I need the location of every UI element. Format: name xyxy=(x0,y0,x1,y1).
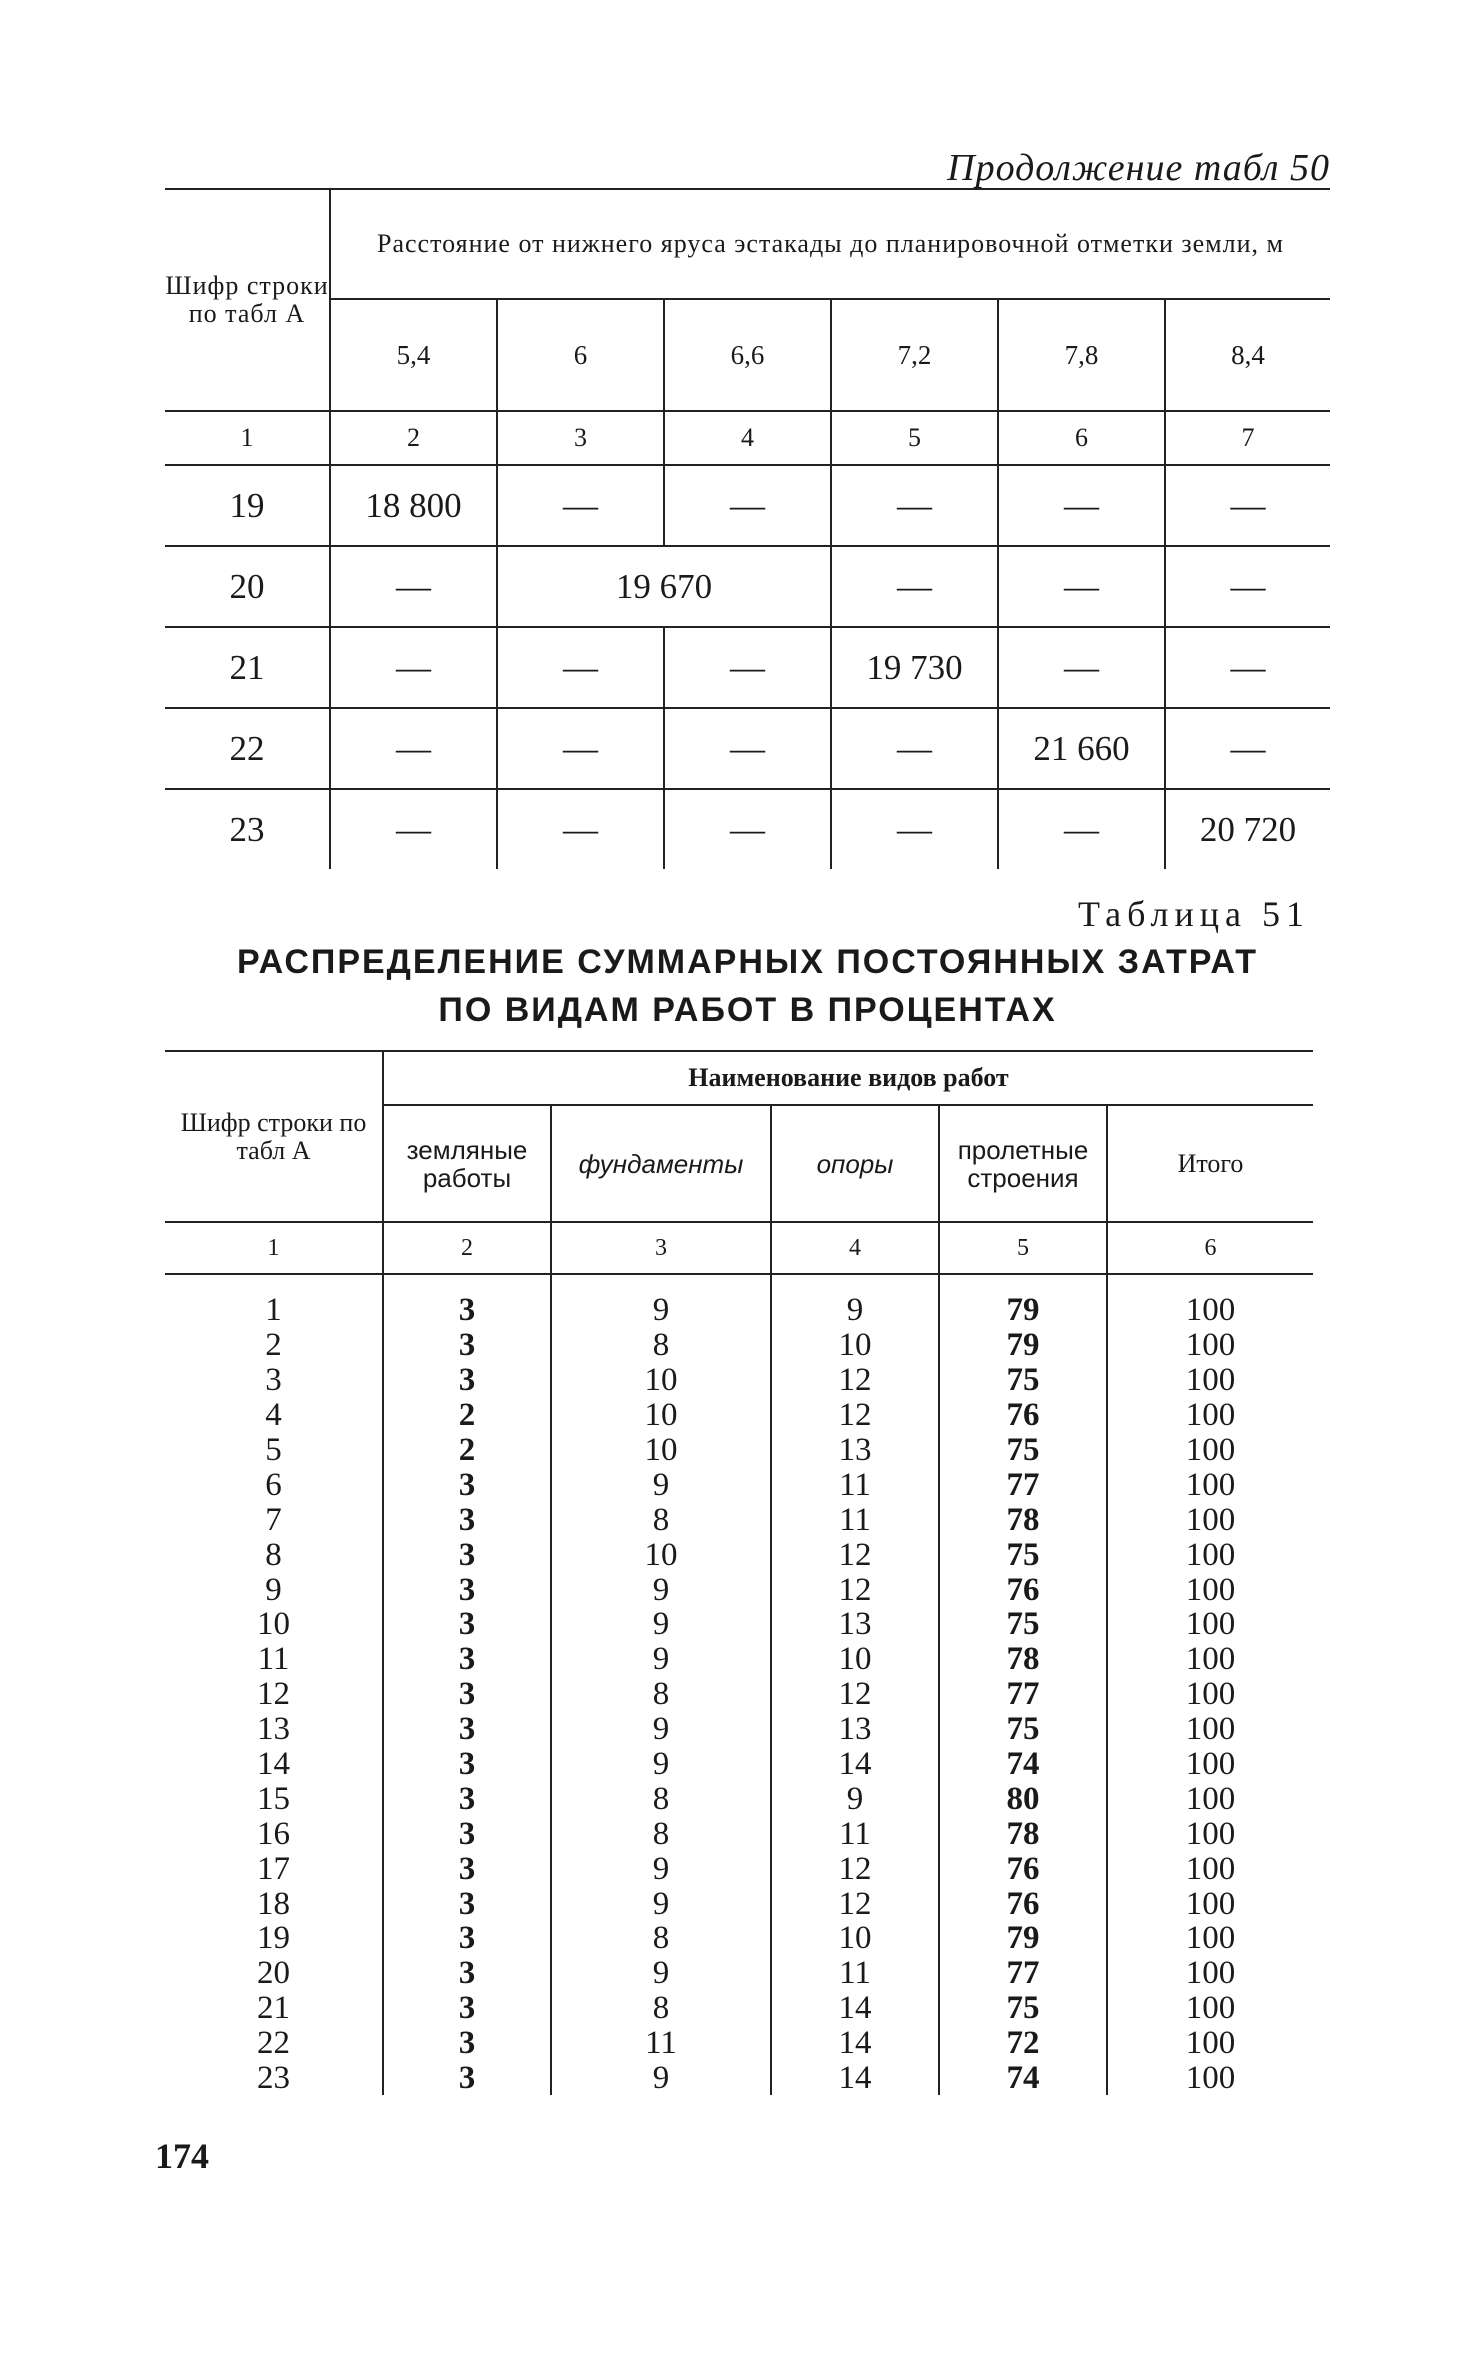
cell: 100 xyxy=(1107,1363,1313,1398)
row-code: 21 xyxy=(229,647,265,687)
cell: 3 xyxy=(383,1991,551,2026)
cell: 11 xyxy=(551,2026,771,2061)
cell: 77 xyxy=(939,1677,1107,1712)
cell: 100 xyxy=(1107,1537,1313,1572)
cell: 100 xyxy=(1107,1956,1313,1991)
cell: 3 xyxy=(383,1851,551,1886)
cell: 100 xyxy=(1107,1572,1313,1607)
row-code: 22 xyxy=(229,728,265,768)
cell: 21 660 xyxy=(998,708,1165,789)
cell: 14 xyxy=(771,2061,939,2096)
cell: — xyxy=(664,465,831,546)
cell: 11 xyxy=(771,1502,939,1537)
column-number: 2 xyxy=(383,1222,551,1274)
cell: 74 xyxy=(939,1747,1107,1782)
table-row xyxy=(165,1607,1313,1642)
table-row xyxy=(165,1747,1313,1782)
cell: — xyxy=(497,627,664,708)
cell: — xyxy=(831,465,998,546)
table-row xyxy=(165,1816,1313,1851)
cell: 9 xyxy=(551,1572,771,1607)
cell: — xyxy=(497,789,664,869)
cell: 3 xyxy=(383,1921,551,1956)
cell: 8 xyxy=(551,1816,771,1851)
work-types-group-header: Наименование видов работ xyxy=(383,1051,1313,1105)
cell: 100 xyxy=(1107,2061,1313,2096)
cell: 10 xyxy=(771,1921,939,1956)
cell: — xyxy=(330,789,497,869)
column-number: 5 xyxy=(831,411,998,465)
cell: 10 xyxy=(551,1433,771,1468)
column-number: 5 xyxy=(939,1222,1107,1274)
cell: 12 xyxy=(771,1886,939,1921)
cell: 3 xyxy=(383,1816,551,1851)
cell: 100 xyxy=(1107,1642,1313,1677)
row-code: 10 xyxy=(257,1606,290,1643)
cell: 79 xyxy=(939,1293,1107,1328)
column-header: пролетные строения xyxy=(939,1105,1107,1222)
row-code: 19 xyxy=(257,1920,290,1957)
cell: 12 xyxy=(771,1398,939,1433)
cell: 19 730 xyxy=(831,627,998,708)
table-51-heading xyxy=(165,938,1330,1034)
cell: 12 xyxy=(771,1363,939,1398)
column-header: 6,6 xyxy=(664,299,831,411)
cell: 9 xyxy=(551,1956,771,1991)
cell: 3 xyxy=(383,1642,551,1677)
cell: 11 xyxy=(771,1467,939,1502)
row-code: 15 xyxy=(257,1780,290,1817)
cell: — xyxy=(330,627,497,708)
cell: 3 xyxy=(383,1781,551,1816)
cell: 76 xyxy=(939,1851,1107,1886)
cell: 100 xyxy=(1107,1921,1313,1956)
cell: 2 xyxy=(383,1433,551,1468)
cell: 18 800 xyxy=(330,465,497,546)
column-number: 4 xyxy=(664,411,831,465)
cell: — xyxy=(1165,546,1330,627)
cell: — xyxy=(998,546,1165,627)
cell: 8 xyxy=(551,1781,771,1816)
column-header: фундаменты xyxy=(551,1105,771,1222)
cell: 3 xyxy=(383,1467,551,1502)
row-code: 16 xyxy=(257,1815,290,1852)
cell: 100 xyxy=(1107,1677,1313,1712)
cell: 3 xyxy=(383,1956,551,1991)
cell: 3 xyxy=(383,1572,551,1607)
cell: 10 xyxy=(771,1328,939,1363)
cell: — xyxy=(1165,708,1330,789)
column-header: 7,8 xyxy=(998,299,1165,411)
cell: — xyxy=(330,546,497,627)
cell: 8 xyxy=(551,1328,771,1363)
column-number: 6 xyxy=(1107,1222,1313,1274)
cell: 77 xyxy=(939,1467,1107,1502)
row-code: 9 xyxy=(265,1571,282,1608)
cell: 100 xyxy=(1107,1991,1313,2026)
cell: 20 720 xyxy=(1165,789,1330,869)
cell: 12 xyxy=(771,1537,939,1572)
table-row xyxy=(165,1293,1313,1328)
cell: 13 xyxy=(771,1712,939,1747)
table-row xyxy=(165,789,1330,869)
cell: 9 xyxy=(551,1607,771,1642)
table-50-continuation xyxy=(165,188,1330,869)
cell: 12 xyxy=(771,1677,939,1712)
table-row xyxy=(165,1572,1313,1607)
table-row xyxy=(165,1956,1313,1991)
row-code: 4 xyxy=(265,1397,282,1434)
cell: 14 xyxy=(771,1991,939,2026)
table-header-row xyxy=(165,1051,1313,1105)
column-number: 3 xyxy=(497,411,664,465)
column-header: 5,4 xyxy=(330,299,497,411)
cell: 14 xyxy=(771,2026,939,2061)
row-code: 8 xyxy=(265,1536,282,1573)
column-header: земляные работы xyxy=(383,1105,551,1222)
row-code: 11 xyxy=(257,1641,290,1678)
row-code: 20 xyxy=(257,1955,290,1992)
cell: 100 xyxy=(1107,1293,1313,1328)
cell: — xyxy=(664,708,831,789)
cell: 100 xyxy=(1107,1851,1313,1886)
row-code: 5 xyxy=(265,1432,282,1468)
cell: 3 xyxy=(383,1293,551,1328)
cell: — xyxy=(831,708,998,789)
table-row xyxy=(165,1851,1313,1886)
table-row xyxy=(165,1781,1313,1816)
column-number: 2 xyxy=(330,411,497,465)
cell: 75 xyxy=(939,1537,1107,1572)
column-number: 7 xyxy=(1165,411,1330,465)
table-row xyxy=(165,1677,1313,1712)
column-number: 6 xyxy=(998,411,1165,465)
column-number: 1 xyxy=(267,1234,280,1261)
cell: 9 xyxy=(771,1293,939,1328)
cell: 13 xyxy=(771,1607,939,1642)
cell: 75 xyxy=(939,1363,1107,1398)
cell: 3 xyxy=(383,1712,551,1747)
cell: — xyxy=(497,465,664,546)
cell: — xyxy=(998,789,1165,869)
table-row xyxy=(165,546,1330,627)
cell: 9 xyxy=(551,1747,771,1782)
cell: 9 xyxy=(551,1886,771,1921)
cell: 14 xyxy=(771,1747,939,1782)
table-header-row xyxy=(165,189,1330,299)
row-code: 17 xyxy=(257,1850,290,1887)
merged-cell: 19 670 xyxy=(497,546,831,627)
page-number: 174 xyxy=(155,2136,209,2176)
cell: 9 xyxy=(551,1712,771,1747)
cell: 77 xyxy=(939,1956,1107,1991)
cell: 8 xyxy=(551,1677,771,1712)
table-51 xyxy=(165,1050,1313,2095)
cell: 8 xyxy=(551,1502,771,1537)
cell: 9 xyxy=(551,1642,771,1677)
cell: 100 xyxy=(1107,1816,1313,1851)
row-code: 22 xyxy=(257,2025,290,2062)
cell: 11 xyxy=(771,1956,939,1991)
cell: 80 xyxy=(939,1781,1107,1816)
cell: 76 xyxy=(939,1572,1107,1607)
cell: 11 xyxy=(771,1816,939,1851)
cell: 75 xyxy=(939,1712,1107,1747)
cell: 78 xyxy=(939,1816,1107,1851)
cell: — xyxy=(998,465,1165,546)
table-row xyxy=(165,1712,1313,1747)
cell: 12 xyxy=(771,1572,939,1607)
cell: 10 xyxy=(771,1642,939,1677)
cell: 79 xyxy=(939,1921,1107,1956)
table-row xyxy=(165,1433,1313,1468)
column-header: 6 xyxy=(497,299,664,411)
cell: 9 xyxy=(551,1851,771,1886)
cell: 78 xyxy=(939,1502,1107,1537)
cell: 8 xyxy=(551,1921,771,1956)
cell: 9 xyxy=(551,1293,771,1328)
table-subheader-row xyxy=(165,299,1330,411)
table-row xyxy=(165,1991,1313,2026)
column-header: 7,2 xyxy=(831,299,998,411)
cell: 100 xyxy=(1107,1433,1313,1468)
table-row xyxy=(165,1467,1313,1502)
table-row xyxy=(165,1537,1313,1572)
table-row xyxy=(165,708,1330,789)
row-code: 12 xyxy=(257,1676,290,1713)
cell: 3 xyxy=(383,2061,551,2096)
cell: 10 xyxy=(551,1537,771,1572)
cell: 3 xyxy=(383,1886,551,1921)
table-51-label: Таблица 51 xyxy=(1078,894,1310,934)
table-row xyxy=(165,2026,1313,2061)
table-51-body xyxy=(165,1274,1313,2095)
cell: — xyxy=(664,789,831,869)
table-row xyxy=(165,1642,1313,1677)
cell: 100 xyxy=(1107,1502,1313,1537)
heading-line-2: ПО ВИДАМ РАБОТ В ПРОЦЕНТАХ xyxy=(438,991,1057,1029)
cell: — xyxy=(664,627,831,708)
row-code: 7 xyxy=(265,1501,282,1538)
cell: 76 xyxy=(939,1886,1107,1921)
table-row xyxy=(165,1502,1313,1537)
table-row xyxy=(165,1328,1313,1363)
row-code: 6 xyxy=(265,1466,282,1503)
column-header: Итого xyxy=(1107,1105,1313,1222)
table-row xyxy=(165,1886,1313,1921)
column-header: опоры xyxy=(771,1105,939,1222)
cell: — xyxy=(330,708,497,789)
cell: — xyxy=(831,546,998,627)
cell: 72 xyxy=(939,2026,1107,2061)
cell: 3 xyxy=(383,1607,551,1642)
cell: 100 xyxy=(1107,1398,1313,1433)
column-number-row xyxy=(165,411,1330,465)
table-row xyxy=(165,627,1330,708)
cell: 3 xyxy=(383,1363,551,1398)
cell: — xyxy=(831,789,998,869)
column-number: 3 xyxy=(551,1222,771,1274)
cell: — xyxy=(998,627,1165,708)
cell: 100 xyxy=(1107,1467,1313,1502)
cell: 100 xyxy=(1107,1328,1313,1363)
cell: 100 xyxy=(1107,1607,1313,1642)
row-code: 3 xyxy=(265,1362,282,1399)
row-code: 13 xyxy=(257,1711,290,1748)
cell: — xyxy=(497,708,664,789)
row-code: 14 xyxy=(257,1746,290,1783)
cell: 10 xyxy=(551,1363,771,1398)
row-code: 1 xyxy=(265,1292,282,1329)
column-number: 1 xyxy=(240,423,254,452)
heading-line-1: РАСПРЕДЕЛЕНИЕ СУММАРНЫХ ПОСТОЯННЫХ ЗАТРАТ xyxy=(236,943,1259,981)
cell: 76 xyxy=(939,1398,1107,1433)
table-row xyxy=(165,1363,1313,1398)
table-row xyxy=(165,2061,1313,2096)
cell: 3 xyxy=(383,1328,551,1363)
cell: — xyxy=(1165,627,1330,708)
cell: 3 xyxy=(383,1537,551,1572)
row-code: 21 xyxy=(257,1990,290,2027)
row-code: 2 xyxy=(265,1327,282,1364)
cell: 100 xyxy=(1107,1747,1313,1782)
cell: 75 xyxy=(939,1991,1107,2026)
row-code-header: Шифр строки по табл А xyxy=(165,1051,383,1222)
distance-group-header: Расстояние от нижнего яруса эстакады до планировочной отметки земли, м xyxy=(330,189,1330,299)
cell: 75 xyxy=(939,1433,1107,1468)
cell: 9 xyxy=(551,1467,771,1502)
cell: 100 xyxy=(1107,1886,1313,1921)
row-code-header: Шифр строки по табл А xyxy=(165,189,330,411)
cell: 3 xyxy=(383,1747,551,1782)
cell: 3 xyxy=(383,1677,551,1712)
cell: 75 xyxy=(939,1607,1107,1642)
cell: 2 xyxy=(383,1398,551,1433)
table-row xyxy=(165,1921,1313,1956)
cell: 12 xyxy=(771,1851,939,1886)
cell: 3 xyxy=(383,1502,551,1537)
table-row xyxy=(165,1398,1313,1433)
table-row xyxy=(165,465,1330,546)
cell: 9 xyxy=(551,2061,771,2096)
cell: — xyxy=(1165,465,1330,546)
cell: 79 xyxy=(939,1328,1107,1363)
cell: 3 xyxy=(383,2026,551,2061)
cell: 13 xyxy=(771,1433,939,1468)
cell: 100 xyxy=(1107,2026,1313,2061)
cell: 74 xyxy=(939,2061,1107,2096)
continuation-title: Продолжение табл 50 xyxy=(947,147,1330,189)
row-code: 23 xyxy=(229,809,265,849)
cell: 78 xyxy=(939,1642,1107,1677)
row-code: 18 xyxy=(257,1885,290,1922)
column-header: 8,4 xyxy=(1165,299,1330,411)
cell: 10 xyxy=(551,1398,771,1433)
cell: 100 xyxy=(1107,1712,1313,1747)
cell: 8 xyxy=(551,1991,771,2026)
cell: 9 xyxy=(771,1781,939,1816)
spacer-row xyxy=(165,1274,1313,1293)
cell: 100 xyxy=(1107,1781,1313,1816)
column-number: 4 xyxy=(771,1222,939,1274)
column-number-row xyxy=(165,1222,1313,1274)
row-code: 23 xyxy=(257,2060,290,2097)
row-code: 19 xyxy=(229,485,265,525)
row-code: 20 xyxy=(229,566,265,606)
